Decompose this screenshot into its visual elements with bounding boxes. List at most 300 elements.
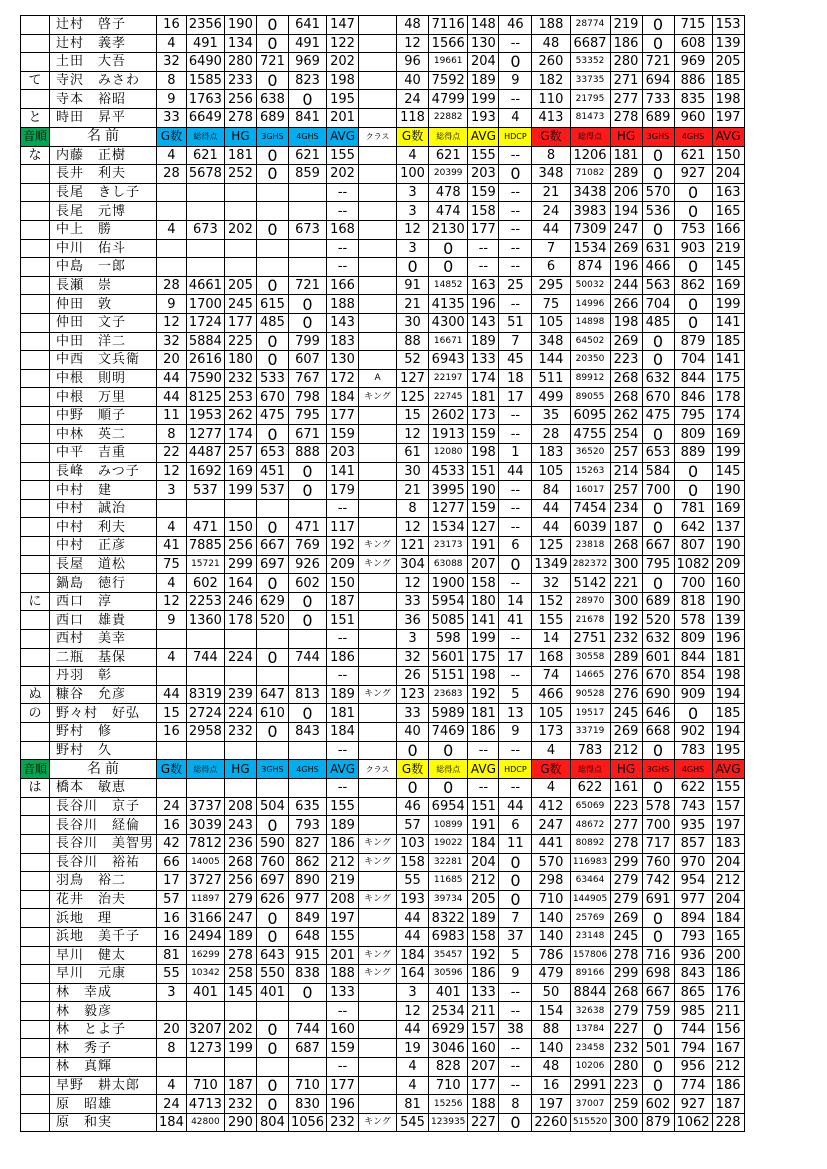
cell-total-3: 21678 <box>570 611 610 630</box>
cell-total-1: 8125 <box>186 388 224 407</box>
cell-hdcp: -- <box>499 983 532 1002</box>
cell-total-2: 0 <box>429 239 468 258</box>
cell-games-2: 48 <box>397 16 429 35</box>
cell-total-3: 116983 <box>570 853 610 872</box>
table-row <box>21 537 745 556</box>
cell-kana <box>21 351 50 370</box>
cell-hg-3: 232 <box>610 1039 642 1058</box>
cell-total-3: 23818 <box>570 537 610 556</box>
cell-total-1: 2724 <box>186 704 224 723</box>
cell-total-3: 50032 <box>570 276 610 295</box>
cell-avg-1: 209 <box>327 555 359 574</box>
cell-avg-3: 185 <box>712 71 744 90</box>
cell-3ghs-3: 632 <box>642 369 674 388</box>
table-row <box>21 16 745 35</box>
cell-avg-3: 198 <box>712 90 744 109</box>
cell-avg-1: 184 <box>327 388 359 407</box>
cell-games-1 <box>157 499 187 518</box>
cell-total-1: 1273 <box>186 1039 224 1058</box>
cell-total-1: 2253 <box>186 592 224 611</box>
cell-games-1: 9 <box>157 295 187 314</box>
cell-games-1 <box>157 202 187 221</box>
table-row <box>21 1076 745 1095</box>
cell-4ghs-1: 721 <box>288 276 326 295</box>
cell-avg-3: 228 <box>712 1113 744 1132</box>
table-row <box>21 853 745 872</box>
cell-hdcp: -- <box>499 258 532 277</box>
cell-hdcp: 44 <box>499 797 532 816</box>
cell-total-1: 7590 <box>186 369 224 388</box>
cell-name: 中川 佑斗 <box>50 239 157 258</box>
table-row <box>21 108 745 127</box>
cell-kana: な <box>21 146 50 165</box>
cell-hg-3: 244 <box>610 276 642 295</box>
cell-hdcp: -- <box>499 1039 532 1058</box>
cell-total-2: 3046 <box>429 1039 468 1058</box>
cell-3ghs-3: 879 <box>642 1113 674 1132</box>
header-3ghs-1: 3GHS <box>256 127 288 146</box>
cell-hdcp: 9 <box>499 722 532 741</box>
cell-total-1: 2494 <box>186 927 224 946</box>
cell-games-2: 40 <box>397 722 429 741</box>
cell-avg-3: 139 <box>712 611 744 630</box>
cell-name: 野村 久 <box>50 741 157 760</box>
cell-name: 西村 美幸 <box>50 630 157 649</box>
cell-total-2: 19022 <box>429 834 468 853</box>
cell-games-1: 32 <box>157 53 187 72</box>
cell-hdcp: -- <box>499 220 532 239</box>
cell-total-2: 6943 <box>429 351 468 370</box>
cell-hdcp: 4 <box>499 108 532 127</box>
cell-kana: ぬ <box>21 685 50 704</box>
cell-4ghs-1 <box>288 779 326 798</box>
cell-kana <box>21 555 50 574</box>
cell-kana <box>21 406 50 425</box>
cell-kana <box>21 946 50 965</box>
cell-total-2: 22882 <box>429 108 468 127</box>
cell-hg-1 <box>224 239 256 258</box>
header-hg-3: HG <box>610 127 642 146</box>
cell-3ghs-3: 700 <box>642 816 674 835</box>
table-row <box>21 1039 745 1058</box>
cell-4ghs-1: 0 <box>288 313 326 332</box>
header-avg-3: AVG <box>712 760 744 779</box>
cell-avg-3: 196 <box>712 630 744 649</box>
cell-class <box>359 1095 397 1114</box>
cell-hdcp: -- <box>499 1076 532 1095</box>
table-row <box>21 722 745 741</box>
cell-4ghs-3: 794 <box>674 1039 712 1058</box>
cell-3ghs-3: 759 <box>642 1002 674 1021</box>
cell-name: 中西 文兵衛 <box>50 351 157 370</box>
cell-3ghs-1 <box>256 258 288 277</box>
cell-hg-3: 257 <box>610 444 642 463</box>
cell-hg-1 <box>224 1002 256 1021</box>
cell-avg-1: 196 <box>327 1095 359 1114</box>
cell-total-2: 4300 <box>429 313 468 332</box>
cell-avg-3: 199 <box>712 295 744 314</box>
cell-hg-1: 169 <box>224 462 256 481</box>
cell-total-2: 598 <box>429 630 468 649</box>
cell-games-3: 466 <box>532 685 570 704</box>
cell-4ghs-3: 743 <box>674 797 712 816</box>
cell-class <box>359 741 397 760</box>
cell-hg-3: 279 <box>610 1002 642 1021</box>
cell-games-3: 413 <box>532 108 570 127</box>
cell-class <box>359 108 397 127</box>
cell-4ghs-3: 783 <box>674 741 712 760</box>
cell-hdcp: -- <box>499 1002 532 1021</box>
cell-games-2: 4 <box>397 1058 429 1077</box>
cell-avg-2: 159 <box>468 425 499 444</box>
table-row <box>21 183 745 202</box>
cell-avg-3: 175 <box>712 369 744 388</box>
cell-hg-3: 234 <box>610 499 642 518</box>
cell-games-1: 4 <box>157 34 187 53</box>
cell-4ghs-1: 823 <box>288 71 326 90</box>
cell-total-3: 23458 <box>570 1039 610 1058</box>
cell-4ghs-1 <box>288 202 326 221</box>
table-row <box>21 797 745 816</box>
cell-kana <box>21 965 50 984</box>
cell-4ghs-1: 491 <box>288 34 326 53</box>
cell-hg-1: 199 <box>224 481 256 500</box>
cell-total-3: 14665 <box>570 667 610 686</box>
header-avg-3: AVG <box>712 127 744 146</box>
cell-total-1 <box>186 258 224 277</box>
cell-games-3: 197 <box>532 1095 570 1114</box>
cell-3ghs-1: 0 <box>256 332 288 351</box>
cell-3ghs-1 <box>256 239 288 258</box>
cell-3ghs-1: 647 <box>256 685 288 704</box>
header-total-1: 総得点 <box>186 127 224 146</box>
header-3ghs-1: 3GHS <box>256 760 288 779</box>
cell-4ghs-3: 977 <box>674 890 712 909</box>
cell-total-1: 1953 <box>186 406 224 425</box>
cell-games-2: 36 <box>397 611 429 630</box>
cell-class <box>359 592 397 611</box>
cell-hdcp: -- <box>499 146 532 165</box>
cell-total-1 <box>186 1058 224 1077</box>
header-total-1: 総得点 <box>186 760 224 779</box>
cell-name: 土田 大吾 <box>50 53 157 72</box>
cell-hg-1 <box>224 667 256 686</box>
cell-3ghs-1: 0 <box>256 1095 288 1114</box>
cell-total-3: 89912 <box>570 369 610 388</box>
cell-3ghs-1: 590 <box>256 834 288 853</box>
cell-4ghs-3: 0 <box>674 258 712 277</box>
cell-name: 早川 元康 <box>50 965 157 984</box>
cell-hg-1: 225 <box>224 332 256 351</box>
cell-games-2: 12 <box>397 34 429 53</box>
cell-games-2: 193 <box>397 890 429 909</box>
cell-total-1 <box>186 202 224 221</box>
cell-3ghs-3: 536 <box>642 202 674 221</box>
cell-total-1: 5678 <box>186 165 224 184</box>
cell-avg-3: 165 <box>712 927 744 946</box>
cell-avg-3: 156 <box>712 1020 744 1039</box>
cell-games-3: 35 <box>532 406 570 425</box>
cell-name: 仲田 敦 <box>50 295 157 314</box>
cell-3ghs-3: 667 <box>642 983 674 1002</box>
cell-games-2: 33 <box>397 704 429 723</box>
cell-games-2: 118 <box>397 108 429 127</box>
header-hg-1: HG <box>224 127 256 146</box>
cell-total-2: 1566 <box>429 34 468 53</box>
cell-kana <box>21 1113 50 1132</box>
cell-4ghs-3: 744 <box>674 1020 712 1039</box>
cell-games-2: 184 <box>397 946 429 965</box>
cell-3ghs-3: 646 <box>642 704 674 723</box>
cell-class <box>359 71 397 90</box>
cell-class: キング <box>359 555 397 574</box>
cell-3ghs-3: 0 <box>642 1076 674 1095</box>
cell-total-1: 2616 <box>186 351 224 370</box>
cell-4ghs-3: 795 <box>674 406 712 425</box>
cell-4ghs-1: 769 <box>288 537 326 556</box>
cell-hg-3: 300 <box>610 592 642 611</box>
cell-3ghs-3: 520 <box>642 611 674 630</box>
cell-3ghs-3: 0 <box>642 499 674 518</box>
cell-avg-2: 211 <box>468 1002 499 1021</box>
cell-4ghs-3: 954 <box>674 872 712 891</box>
cell-avg-3: 184 <box>712 909 744 928</box>
header-total-3: 総得点 <box>570 760 610 779</box>
cell-games-3: 6 <box>532 258 570 277</box>
cell-total-1: 14005 <box>186 853 224 872</box>
cell-class <box>359 630 397 649</box>
cell-avg-1: 160 <box>327 1020 359 1039</box>
cell-class: キング <box>359 1113 397 1132</box>
cell-hg-1: 178 <box>224 611 256 630</box>
cell-hdcp: -- <box>499 574 532 593</box>
cell-games-1 <box>157 667 187 686</box>
cell-avg-2: -- <box>468 239 499 258</box>
cell-avg-1: 130 <box>327 351 359 370</box>
cell-avg-2: 174 <box>468 369 499 388</box>
cell-name: 林 とよ子 <box>50 1020 157 1039</box>
cell-4ghs-1: 799 <box>288 332 326 351</box>
cell-games-3: 511 <box>532 369 570 388</box>
header-4ghs-1: 4GHS <box>288 127 326 146</box>
cell-total-3: 37007 <box>570 1095 610 1114</box>
cell-total-1 <box>186 499 224 518</box>
cell-hdcp: 0 <box>499 555 532 574</box>
cell-total-1 <box>186 630 224 649</box>
cell-total-1: 8319 <box>186 685 224 704</box>
cell-games-1: 75 <box>157 555 187 574</box>
cell-name: 林 毅彦 <box>50 1002 157 1021</box>
cell-4ghs-1 <box>288 667 326 686</box>
header-kana: 音順 <box>21 127 50 146</box>
cell-total-1: 537 <box>186 481 224 500</box>
cell-total-3: 10206 <box>570 1058 610 1077</box>
cell-4ghs-3: 985 <box>674 1002 712 1021</box>
cell-hdcp: 0 <box>499 165 532 184</box>
cell-games-3: 140 <box>532 909 570 928</box>
cell-3ghs-1 <box>256 1058 288 1077</box>
cell-name: 糠谷 允彦 <box>50 685 157 704</box>
cell-avg-1: 159 <box>327 425 359 444</box>
table-row <box>21 220 745 239</box>
cell-avg-2: 160 <box>468 1039 499 1058</box>
cell-class <box>359 276 397 295</box>
cell-avg-1: 155 <box>327 927 359 946</box>
cell-hg-3: 279 <box>610 872 642 891</box>
cell-4ghs-1: 744 <box>288 1020 326 1039</box>
cell-kana <box>21 834 50 853</box>
cell-name: 野々村 好弘 <box>50 704 157 723</box>
cell-avg-1: -- <box>327 667 359 686</box>
cell-class <box>359 332 397 351</box>
cell-games-1 <box>157 239 187 258</box>
cell-games-3: 173 <box>532 722 570 741</box>
cell-kana <box>21 1039 50 1058</box>
cell-games-2: 3 <box>397 630 429 649</box>
cell-hg-1: 239 <box>224 685 256 704</box>
cell-total-3: 65069 <box>570 797 610 816</box>
cell-avg-1: 151 <box>327 611 359 630</box>
cell-hg-3: 196 <box>610 258 642 277</box>
cell-total-3: 4755 <box>570 425 610 444</box>
cell-hg-1: 190 <box>224 16 256 35</box>
cell-avg-3: 169 <box>712 499 744 518</box>
cell-name: 中田 洋二 <box>50 332 157 351</box>
cell-avg-3: 197 <box>712 108 744 127</box>
cell-name: 中野 順子 <box>50 406 157 425</box>
cell-total-3: 6095 <box>570 406 610 425</box>
header-hg-3: HG <box>610 760 642 779</box>
cell-avg-3: 166 <box>712 220 744 239</box>
cell-hg-3: 277 <box>610 816 642 835</box>
cell-games-1: 55 <box>157 965 187 984</box>
cell-games-3: 7 <box>532 239 570 258</box>
cell-hg-1: 256 <box>224 90 256 109</box>
cell-avg-3: 169 <box>712 276 744 295</box>
cell-total-1: 602 <box>186 574 224 593</box>
cell-games-3: 348 <box>532 165 570 184</box>
cell-class: キング <box>359 537 397 556</box>
cell-3ghs-3: 653 <box>642 444 674 463</box>
cell-hg-1: 187 <box>224 1076 256 1095</box>
cell-hg-3: 186 <box>610 34 642 53</box>
cell-kana <box>21 537 50 556</box>
cell-hg-3: 187 <box>610 518 642 537</box>
cell-total-2: 39734 <box>429 890 468 909</box>
cell-avg-1: 141 <box>327 462 359 481</box>
cell-avg-1: 155 <box>327 146 359 165</box>
cell-games-1: 8 <box>157 1039 187 1058</box>
cell-name: 寺沢 みさわ <box>50 71 157 90</box>
cell-total-1: 673 <box>186 220 224 239</box>
cell-avg-2: 188 <box>468 1095 499 1114</box>
cell-kana <box>21 816 50 835</box>
cell-hg-1: 299 <box>224 555 256 574</box>
cell-hg-1: 245 <box>224 295 256 314</box>
cell-total-2: 3995 <box>429 481 468 500</box>
cell-3ghs-1: 0 <box>256 816 288 835</box>
cell-3ghs-1: 615 <box>256 295 288 314</box>
cell-avg-1: 122 <box>327 34 359 53</box>
cell-total-2: 19661 <box>429 53 468 72</box>
cell-games-1: 3 <box>157 481 187 500</box>
cell-hdcp: -- <box>499 183 532 202</box>
table-row <box>21 146 745 165</box>
cell-games-2: 52 <box>397 351 429 370</box>
cell-kana <box>21 425 50 444</box>
cell-hdcp: 18 <box>499 369 532 388</box>
cell-games-2: 91 <box>397 276 429 295</box>
cell-class <box>359 406 397 425</box>
cell-total-2: 7469 <box>429 722 468 741</box>
cell-4ghs-3: 835 <box>674 90 712 109</box>
cell-games-1 <box>157 1058 187 1077</box>
cell-4ghs-1: 602 <box>288 574 326 593</box>
cell-avg-1: 147 <box>327 16 359 35</box>
cell-total-1: 621 <box>186 146 224 165</box>
cell-class <box>359 183 397 202</box>
cell-3ghs-1: 0 <box>256 1020 288 1039</box>
cell-games-2: 103 <box>397 834 429 853</box>
cell-3ghs-1: 401 <box>256 983 288 1002</box>
cell-games-3: 74 <box>532 667 570 686</box>
cell-4ghs-1: 641 <box>288 16 326 35</box>
cell-kana: に <box>21 592 50 611</box>
table-row <box>21 909 745 928</box>
cell-avg-1: -- <box>327 779 359 798</box>
cell-games-2: 3 <box>397 983 429 1002</box>
cell-hg-1: 278 <box>224 946 256 965</box>
cell-3ghs-3: 721 <box>642 53 674 72</box>
cell-3ghs-1: 689 <box>256 108 288 127</box>
table-row <box>21 332 745 351</box>
cell-avg-1: 188 <box>327 965 359 984</box>
cell-hdcp: 0 <box>499 853 532 872</box>
cell-4ghs-1: 915 <box>288 946 326 965</box>
cell-class <box>359 313 397 332</box>
table-row <box>21 648 745 667</box>
cell-name: 長瀬 崇 <box>50 276 157 295</box>
cell-name: 林 幸成 <box>50 983 157 1002</box>
cell-hg-3: 278 <box>610 834 642 853</box>
cell-hg-3: 289 <box>610 648 642 667</box>
cell-avg-1: 201 <box>327 108 359 127</box>
cell-name: 原 昭雄 <box>50 1095 157 1114</box>
cell-total-2: 0 <box>429 741 468 760</box>
cell-avg-1: 166 <box>327 276 359 295</box>
cell-name: 花井 治夫 <box>50 890 157 909</box>
cell-total-1: 16299 <box>186 946 224 965</box>
cell-4ghs-3: 0 <box>674 481 712 500</box>
cell-hg-1: 164 <box>224 574 256 593</box>
cell-kana <box>21 90 50 109</box>
cell-4ghs-1: 793 <box>288 816 326 835</box>
cell-name: 辻村 啓子 <box>50 16 157 35</box>
cell-avg-2: 198 <box>468 667 499 686</box>
table-row <box>21 1020 745 1039</box>
cell-hg-3: 280 <box>610 53 642 72</box>
cell-3ghs-1: 697 <box>256 555 288 574</box>
cell-hg-1: 256 <box>224 537 256 556</box>
cell-hg-3: 271 <box>610 71 642 90</box>
cell-avg-1: -- <box>327 258 359 277</box>
header-class: クラス <box>359 127 397 146</box>
cell-games-1: 4 <box>157 574 187 593</box>
cell-games-1: 15 <box>157 704 187 723</box>
cell-class: キング <box>359 965 397 984</box>
cell-games-3: 84 <box>532 481 570 500</box>
table-row <box>21 276 745 295</box>
